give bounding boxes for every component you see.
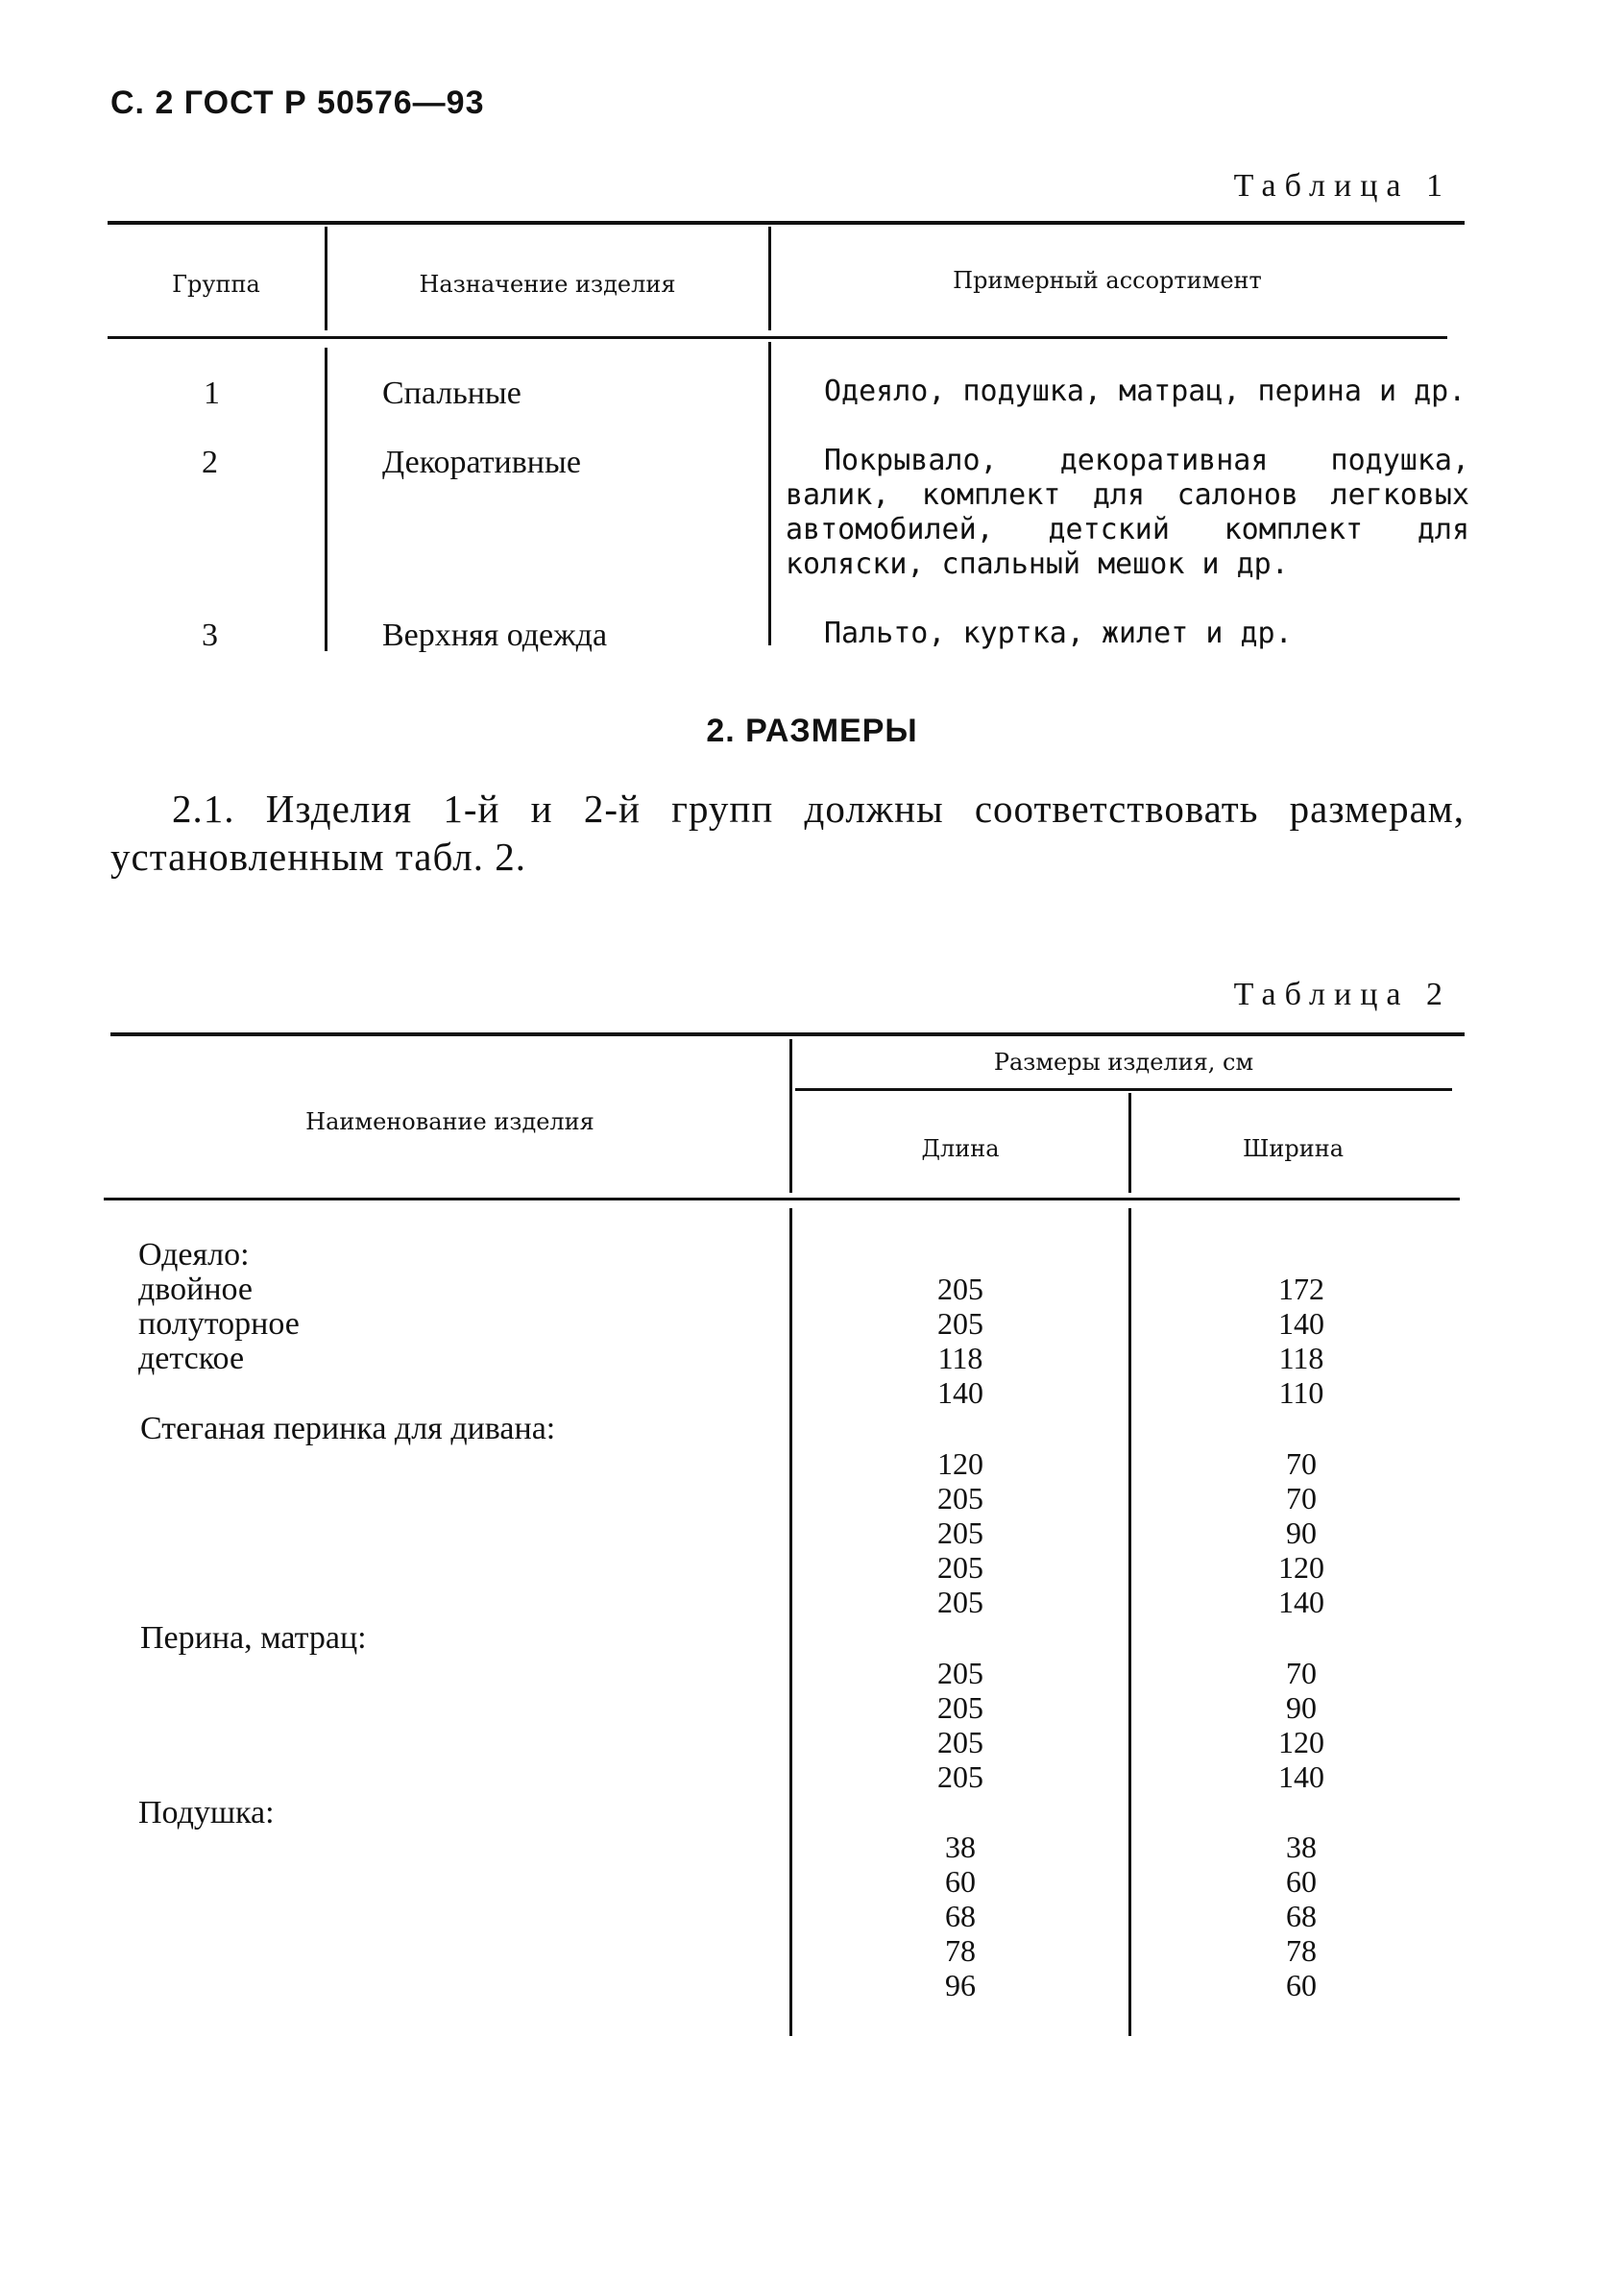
table2-group-name: Стеганая перинка для дивана: bbox=[140, 1411, 556, 1446]
table2-length-cell: 140 bbox=[937, 1375, 983, 1410]
table1-group-cell: 2 bbox=[202, 445, 218, 480]
table2-length-cell: 205 bbox=[937, 1656, 983, 1690]
table2-group-name: Подушка: bbox=[138, 1795, 275, 1830]
table2-width-cell: 78 bbox=[1286, 1933, 1317, 1968]
table2-col-divider bbox=[1128, 1208, 1131, 2036]
table1-header-assortment: Примерный ассортимент bbox=[953, 267, 1262, 294]
table2-width-cell: 38 bbox=[1286, 1830, 1317, 1864]
table2-col-divider bbox=[789, 1208, 792, 2036]
table2-header-rule bbox=[104, 1198, 1460, 1200]
table2-header-name: Наименование изделия bbox=[305, 1108, 594, 1135]
table2-width-cell: 60 bbox=[1286, 1968, 1317, 2002]
table1-purpose-cell: Верхняя одежда bbox=[382, 618, 608, 653]
table2-width-cell: 70 bbox=[1286, 1446, 1317, 1481]
table2-length-cell: 205 bbox=[937, 1725, 983, 1759]
table1-assortment-cell: Покрывало, декоративная подушка, валик, комплект для салонов легковых автомобилей, детский комплект для коляски, спальный мешок и др. bbox=[786, 444, 1469, 581]
table2-width-cell: 70 bbox=[1286, 1481, 1317, 1515]
table1-group-cell: 1 bbox=[204, 376, 220, 411]
table2-width-cell: 140 bbox=[1278, 1306, 1324, 1341]
section-title: 2. РАЗМЕРЫ bbox=[706, 713, 918, 749]
table2-width-cell: 110 bbox=[1278, 1375, 1324, 1410]
table2-length-cell: 118 bbox=[937, 1341, 983, 1375]
table2-width-cell: 90 bbox=[1286, 1690, 1317, 1725]
table1-group-cell: 3 bbox=[202, 618, 218, 653]
table2-length-cell: 205 bbox=[937, 1515, 983, 1550]
table2-item-label: двойное bbox=[138, 1272, 254, 1307]
table2-width-cell: 120 bbox=[1278, 1725, 1324, 1759]
table2-length-cell: 96 bbox=[945, 1968, 976, 2002]
table2-header-sizes: Размеры изделия, см bbox=[993, 1049, 1254, 1076]
table1-col-divider bbox=[768, 342, 771, 645]
table1-caption: Таблица 1 bbox=[1233, 168, 1451, 204]
table2-group-name: Перина, матрац: bbox=[140, 1620, 367, 1656]
table2-width-cell: 68 bbox=[1286, 1899, 1317, 1933]
table2-length-cell: 205 bbox=[937, 1306, 983, 1341]
table2-length-cell: 205 bbox=[937, 1585, 983, 1619]
table2-caption: Таблица 2 bbox=[1233, 977, 1451, 1012]
table2-header-length: Длина bbox=[921, 1135, 1000, 1162]
table1-purpose-cell: Спальные bbox=[382, 376, 521, 411]
table2-width-cell: 118 bbox=[1278, 1341, 1324, 1375]
table2-item-label: детское bbox=[138, 1341, 245, 1376]
table2-width-cell: 70 bbox=[1286, 1656, 1317, 1690]
table1-top-rule bbox=[108, 221, 1465, 225]
table1-header-group: Группа bbox=[172, 271, 260, 298]
table2-length-cell: 205 bbox=[937, 1690, 983, 1725]
table2-item-label: полуторное bbox=[138, 1306, 300, 1342]
table1-purpose-cell: Декоративные bbox=[382, 445, 581, 480]
table2-width-cell: 60 bbox=[1286, 1864, 1317, 1899]
table2-width-cell: 140 bbox=[1278, 1759, 1324, 1794]
table2-length-cell: 205 bbox=[937, 1550, 983, 1585]
table1-assortment-cell: Одеяло, подушка, матрац, перина и др. bbox=[824, 375, 1466, 408]
table2-width-cell: 120 bbox=[1278, 1550, 1324, 1585]
table2-length-cell: 68 bbox=[945, 1899, 976, 1933]
table2-subheader-rule bbox=[795, 1088, 1452, 1091]
table2-length-cell: 120 bbox=[937, 1446, 983, 1481]
table2-length-cell: 78 bbox=[945, 1933, 976, 1968]
table2-width-cell: 172 bbox=[1278, 1272, 1324, 1306]
table2-width-cell: 90 bbox=[1286, 1515, 1317, 1550]
table1-col-divider bbox=[325, 348, 327, 651]
table1-header-rule bbox=[108, 336, 1447, 339]
table2-length-cell: 205 bbox=[937, 1759, 983, 1794]
table2-length-cell: 60 bbox=[945, 1864, 976, 1899]
table2-header-width: Ширина bbox=[1242, 1135, 1345, 1162]
table2-group-name: Одеяло: bbox=[138, 1237, 250, 1273]
page-header: С. 2 ГОСТ Р 50576—93 bbox=[110, 85, 485, 121]
table2-top-rule bbox=[110, 1032, 1465, 1036]
section-paragraph: 2.1. Изделия 1-й и 2-й групп должны соответствовать размерам, установленным табл. 2. bbox=[110, 787, 1465, 879]
table2-length-cell: 205 bbox=[937, 1272, 983, 1306]
table1-header-purpose: Назначение изделия bbox=[419, 271, 676, 298]
table2-length-cell: 205 bbox=[937, 1481, 983, 1515]
table2-width-cell: 140 bbox=[1278, 1585, 1324, 1619]
table2-length-cell: 38 bbox=[945, 1830, 976, 1864]
table1-assortment-cell: Пальто, куртка, жилет и др. bbox=[824, 617, 1293, 650]
